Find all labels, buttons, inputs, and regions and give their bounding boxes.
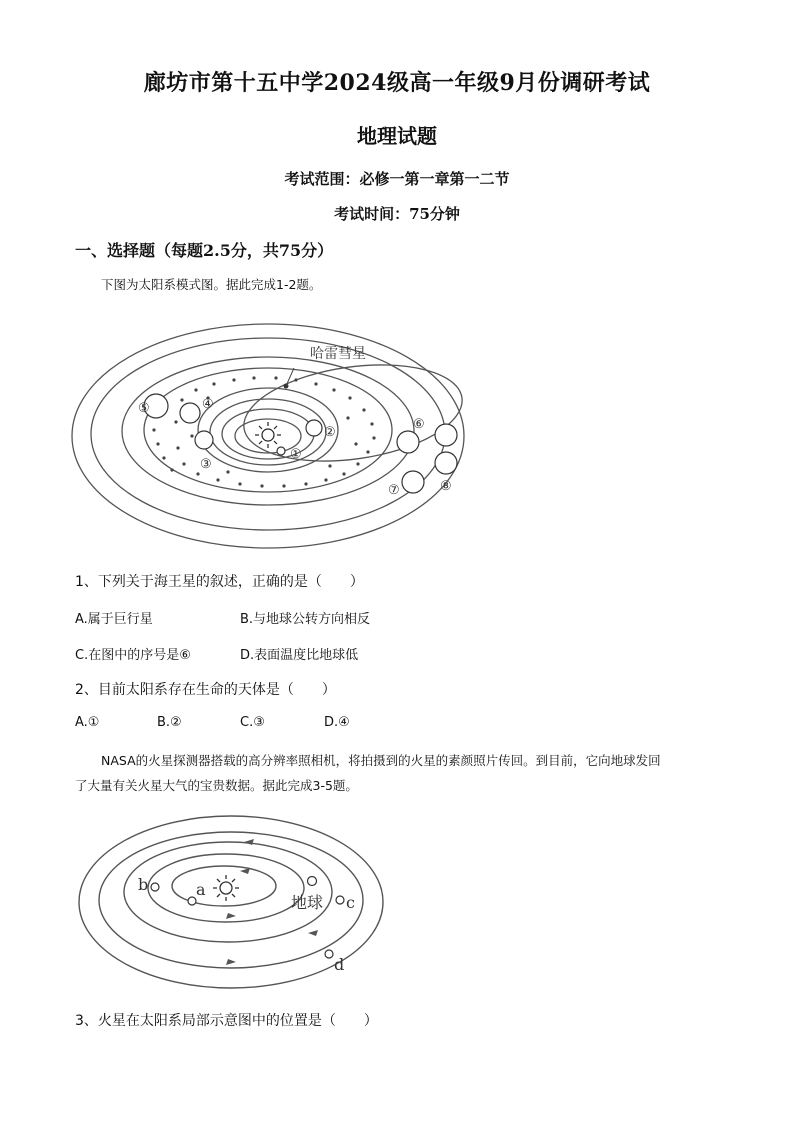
point-a bbox=[188, 897, 196, 905]
sun-icon bbox=[255, 422, 281, 448]
exam-scope: 考试范围：必修一第一章第一二节 bbox=[284, 170, 510, 188]
sun-icon bbox=[213, 875, 239, 901]
planet-label-8: ⑧ bbox=[440, 479, 452, 494]
orbit-6 bbox=[122, 357, 414, 505]
planet-label-1: ① bbox=[290, 447, 302, 462]
planet-1 bbox=[277, 447, 285, 455]
planet-label-4: ④ bbox=[202, 397, 214, 412]
planet-7 bbox=[402, 471, 424, 493]
label-d: d bbox=[334, 955, 345, 974]
planet-6 bbox=[397, 431, 419, 453]
planet-8b bbox=[435, 452, 457, 474]
q1-option-d[interactable]: D.表面温度比地球低 bbox=[240, 648, 359, 663]
planet-label-5: ⑤ bbox=[138, 401, 150, 416]
earth-label: 地球 bbox=[291, 893, 324, 912]
planet-2 bbox=[306, 420, 322, 436]
exam-time: 考试时间：75分钟 bbox=[334, 205, 460, 223]
comet-label: 哈雷彗星 bbox=[310, 346, 366, 362]
label-a: a bbox=[196, 880, 206, 899]
planet-label-3: ③ bbox=[200, 457, 212, 472]
planet-label-7: ⑦ bbox=[388, 483, 400, 498]
exam-title: 廊坊市第十五中学2024级高一年级9月份调研考试 bbox=[143, 70, 651, 96]
point-d bbox=[325, 950, 333, 958]
orbit-5 bbox=[144, 368, 392, 492]
q2-option-b[interactable]: B.② bbox=[157, 715, 182, 730]
partial-solar-system-figure bbox=[76, 812, 386, 992]
label-b: b bbox=[138, 875, 149, 894]
figure2-intro-line1: NASA的火星探测器搭载的高分辨率照相机，将拍摄到的火星的素颜照片传回。到目前，它向地球发回 bbox=[101, 753, 661, 768]
q1-option-b[interactable]: B.与地球公转方向相反 bbox=[240, 612, 371, 627]
planet-label-2: ② bbox=[324, 425, 336, 440]
q1-option-a[interactable]: A.属于巨行星 bbox=[75, 612, 153, 627]
section-heading: 一、选择题（每题2.5分，共75分） bbox=[75, 241, 334, 260]
figure2-intro-line2: 了大量有关火星大气的宝贵数据。据此完成3-5题。 bbox=[75, 778, 358, 793]
point-b bbox=[151, 883, 159, 891]
asteroid-belt bbox=[152, 376, 375, 487]
label-c: c bbox=[346, 893, 355, 912]
planet-3 bbox=[195, 431, 213, 449]
q2-option-a[interactable]: A.① bbox=[75, 715, 100, 730]
solar-system-figure bbox=[68, 318, 478, 558]
earth-point bbox=[308, 877, 317, 886]
planet-4 bbox=[180, 403, 200, 423]
question-1: 1、下列关于海王星的叙述，正确的是（ ） bbox=[75, 574, 364, 590]
subject-title: 地理试题 bbox=[357, 124, 437, 148]
point-c bbox=[336, 896, 344, 904]
q2-option-c[interactable]: C.③ bbox=[240, 715, 265, 730]
question-2: 2、目前太阳系存在生命的天体是（ ） bbox=[75, 682, 336, 698]
figure1-intro: 下图为太阳系模式图。据此完成1-2题。 bbox=[101, 277, 322, 292]
q1-option-c[interactable]: C.在图中的序号是⑥ bbox=[75, 648, 191, 663]
question-3: 3、火星在太阳系局部示意图中的位置是（ ） bbox=[75, 1013, 378, 1029]
planet-8 bbox=[435, 424, 457, 446]
q2-option-d[interactable]: D.④ bbox=[324, 715, 350, 730]
planet-label-6: ⑥ bbox=[413, 417, 425, 432]
